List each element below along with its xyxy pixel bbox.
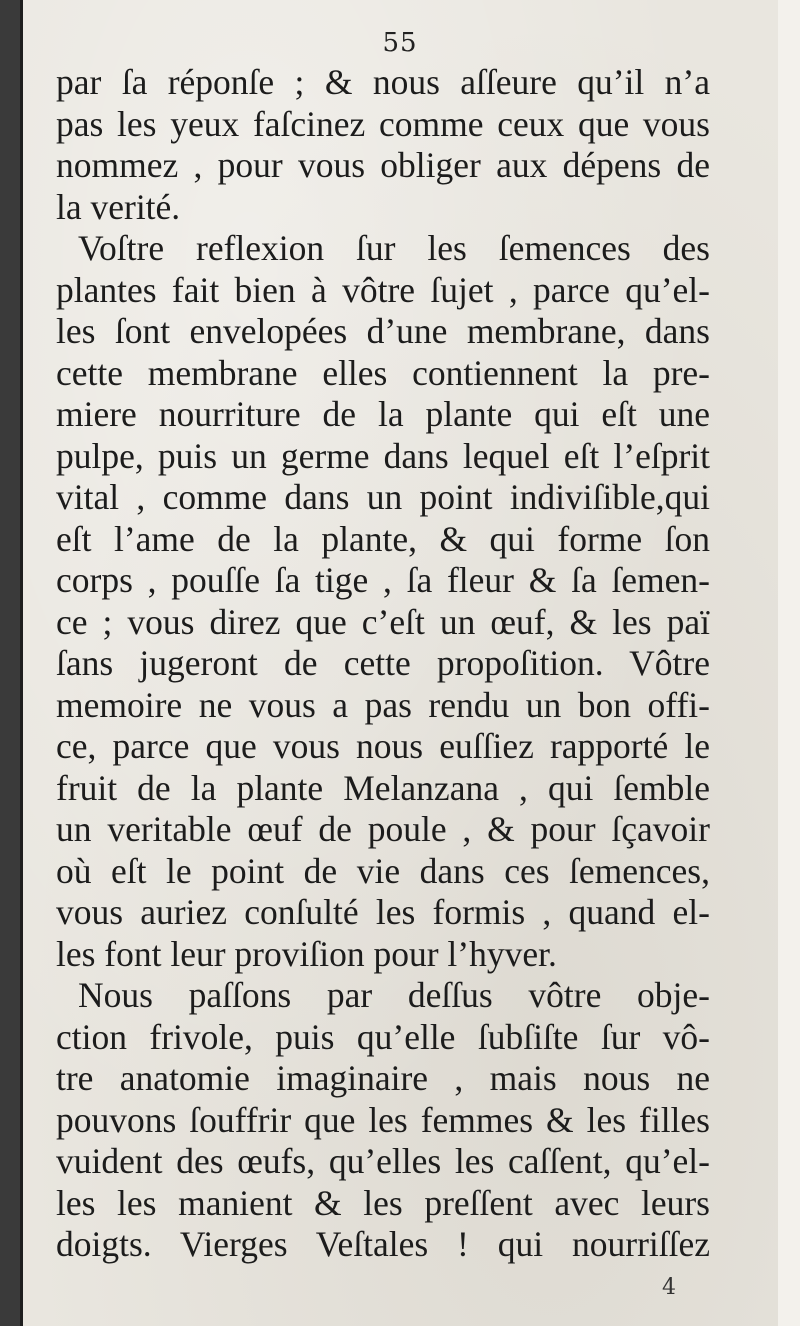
- text-line: les ſont envelopées d’une membrane, dans: [56, 311, 710, 351]
- text-line: pouvons ſouffrir que les femmes & les filles: [56, 1099, 710, 1140]
- signature-mark: 4: [662, 1275, 676, 1300]
- page-right-margin: [778, 0, 800, 1326]
- text-line: memoire ne vous a pas rendu un bon offi-: [56, 684, 710, 725]
- text-line: ſans jugeront de cette propoſition. Vôtre: [56, 643, 710, 683]
- text-line: par ſa réponſe ; & nous aſſeure qu’il n’a: [56, 62, 710, 102]
- text-line: pulpe, puis un germe dans lequel eſt l’eſprit: [56, 435, 710, 476]
- text-line: doigts. Vierges Veſtales ! qui nourriſſez: [56, 1224, 710, 1264]
- text-line: vous auriez conſulté les formis , quand el-: [56, 892, 710, 932]
- text-line: ction frivole, puis qu’elle ſubſiſte ſur vô-: [56, 1016, 710, 1057]
- text-line: cette membrane elles contiennent la pre-: [56, 352, 710, 393]
- text-line-paragraph-start: Voſtre reflexion ſur les ſemences des: [78, 228, 710, 268]
- text-line: les font leur proviſion pour l’hyver.: [56, 933, 557, 974]
- text-line: les les manient & les preſſent avec leurs: [56, 1182, 710, 1223]
- text-line: un veritable œuf de poule , & pour ſçavoir: [56, 809, 710, 849]
- text-line: ce, parce que vous nous euſſiez rapporté le: [56, 726, 710, 766]
- book-page: [22, 0, 778, 1326]
- text-line: fruit de la plante Melanzana , qui ſemble: [56, 767, 710, 808]
- body-text: [56, 62, 710, 1266]
- page-gutter-edge: [20, 0, 23, 1326]
- page-number: 55: [382, 28, 418, 58]
- text-line: plantes fait bien à vôtre ſujet , parce qu’el-: [56, 269, 710, 310]
- text-line: ce ; vous direz que c’eſt un œuf, & les paï: [56, 601, 710, 642]
- text-line: la verité.: [56, 186, 181, 227]
- text-line: corps , pouſſe ſa tige , ſa fleur & ſa ſemen-: [56, 560, 710, 600]
- text-line: où eſt le point de vie dans ces ſemences,: [56, 850, 710, 891]
- text-line: pas les yeux faſcinez comme ceux que vous: [56, 103, 710, 144]
- text-line: tre anatomie imaginaire , mais nous ne: [56, 1058, 710, 1098]
- text-line: eſt l’ame de la plante, & qui forme ſon: [56, 518, 710, 559]
- text-line-paragraph-start: Nous paſſons par deſſus vôtre obje-: [78, 975, 710, 1015]
- text-line: vital , comme dans un point indiviſible,qui: [56, 477, 710, 517]
- text-line: miere nourriture de la plante qui eſt une: [56, 394, 710, 434]
- text-line: nommez , pour vous obliger aux dépens de: [56, 145, 710, 185]
- text-line: vuident des œufs, qu’elles les caſſent, qu’el-: [56, 1141, 710, 1181]
